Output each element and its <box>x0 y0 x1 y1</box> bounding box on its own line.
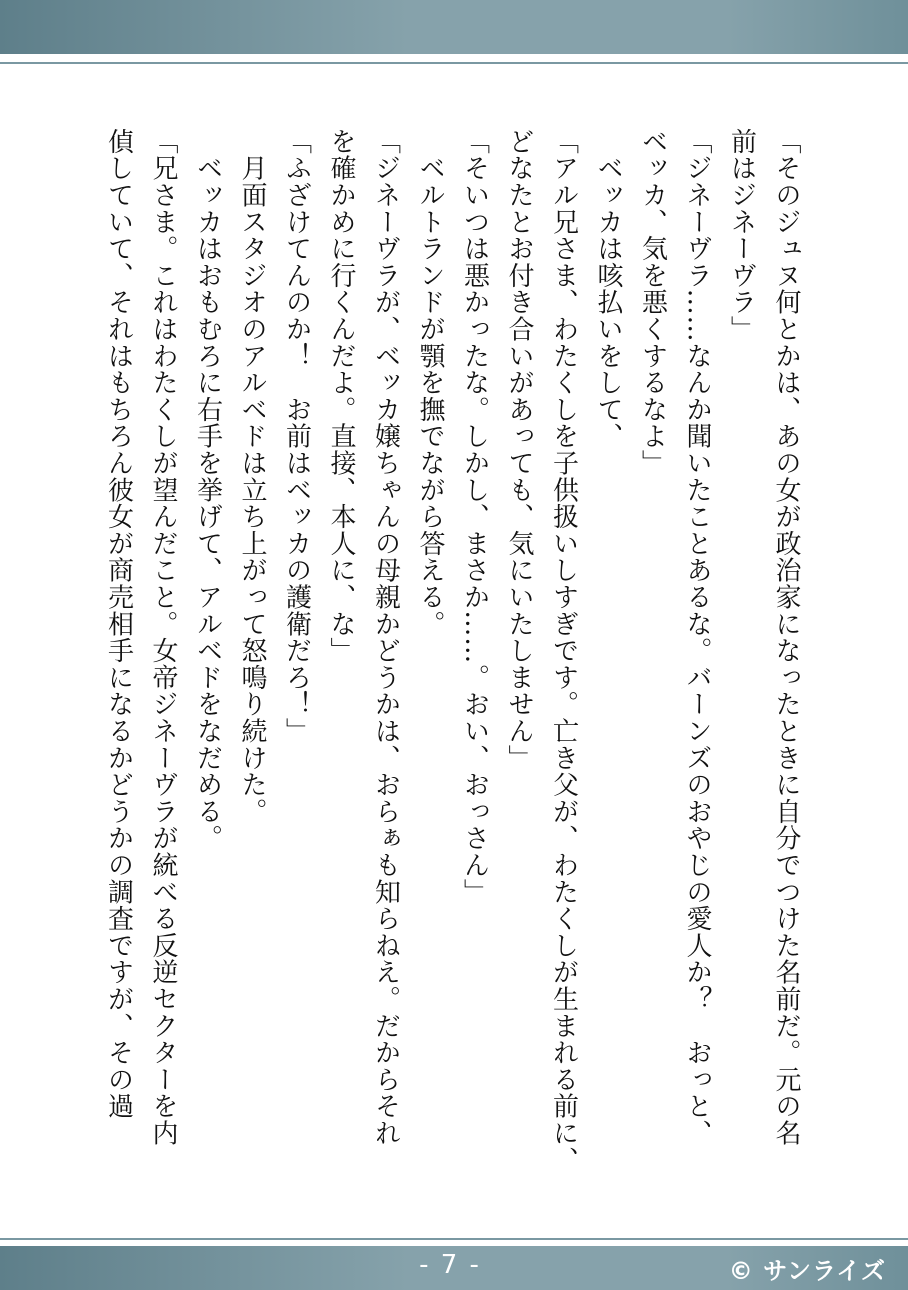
page-number: - 7 - <box>419 1250 481 1280</box>
paragraph-line: 「アル兄さま、わたくしを子供扱いしすぎです。亡き父が、わたくしが生まれる前に、 <box>548 128 579 1174</box>
paragraph-line: 「ふざけてんのか！ お前はベッカの護衛だろ！」 <box>281 128 312 745</box>
copyright-label: © サンライズ <box>728 1257 886 1285</box>
paragraph-line: 前はジネーヴラ」 <box>726 128 757 343</box>
paragraph-line: を確かめに行くんだよ。直接、本人に、な」 <box>326 128 356 664</box>
paragraph-line: ベルトランドが顎を撫でながら答える。 <box>415 128 445 638</box>
paragraph-line: ベッカ、気を悪くするなよ」 <box>637 128 668 477</box>
paragraph-line: 「そのジュヌ何とかは、あの女が政治家になったときに自分でつけた名前だ。元の名 <box>771 128 801 1147</box>
paragraph-line: 偵していて、それはもちろん彼女が商売相手になるかどうかの調査ですが、その過 <box>103 128 134 1120</box>
header-band <box>0 0 908 54</box>
paragraph-line: ベッカはおもむろに右手を挙げて、アルベドをなだめる。 <box>192 128 223 852</box>
body-text <box>96 128 808 1188</box>
paragraph-line: 「兄さま。これはわたくしが望んだこと。女帝ジネーヴラが統べる反逆セクターを内 <box>148 128 178 1147</box>
paragraph-line: 「ジネーヴラが、ベッカ嬢ちゃんの母親かどうかは、おらぁも知らねえ。だからそれ <box>370 128 401 1147</box>
header-rule <box>0 62 908 64</box>
paragraph-line: どなたとお付き合いがあっても、気にいたしません」 <box>504 128 534 772</box>
paragraph-line: 「ジネーヴラ……なんか聞いたことあるな。バーンズのおやじの愛人か？ おっと、 <box>682 128 712 1147</box>
paragraph-line: 月面スタジオのアルベドは立ち上がって怒鳴り続けた。 <box>237 128 267 825</box>
paragraph-line: 「そいつは悪かったな。しかし、まさか……。おい、おっさん」 <box>459 128 490 906</box>
footer-rule <box>0 1238 908 1240</box>
paragraph-line: ベッカは咳払いをして、 <box>593 128 623 450</box>
